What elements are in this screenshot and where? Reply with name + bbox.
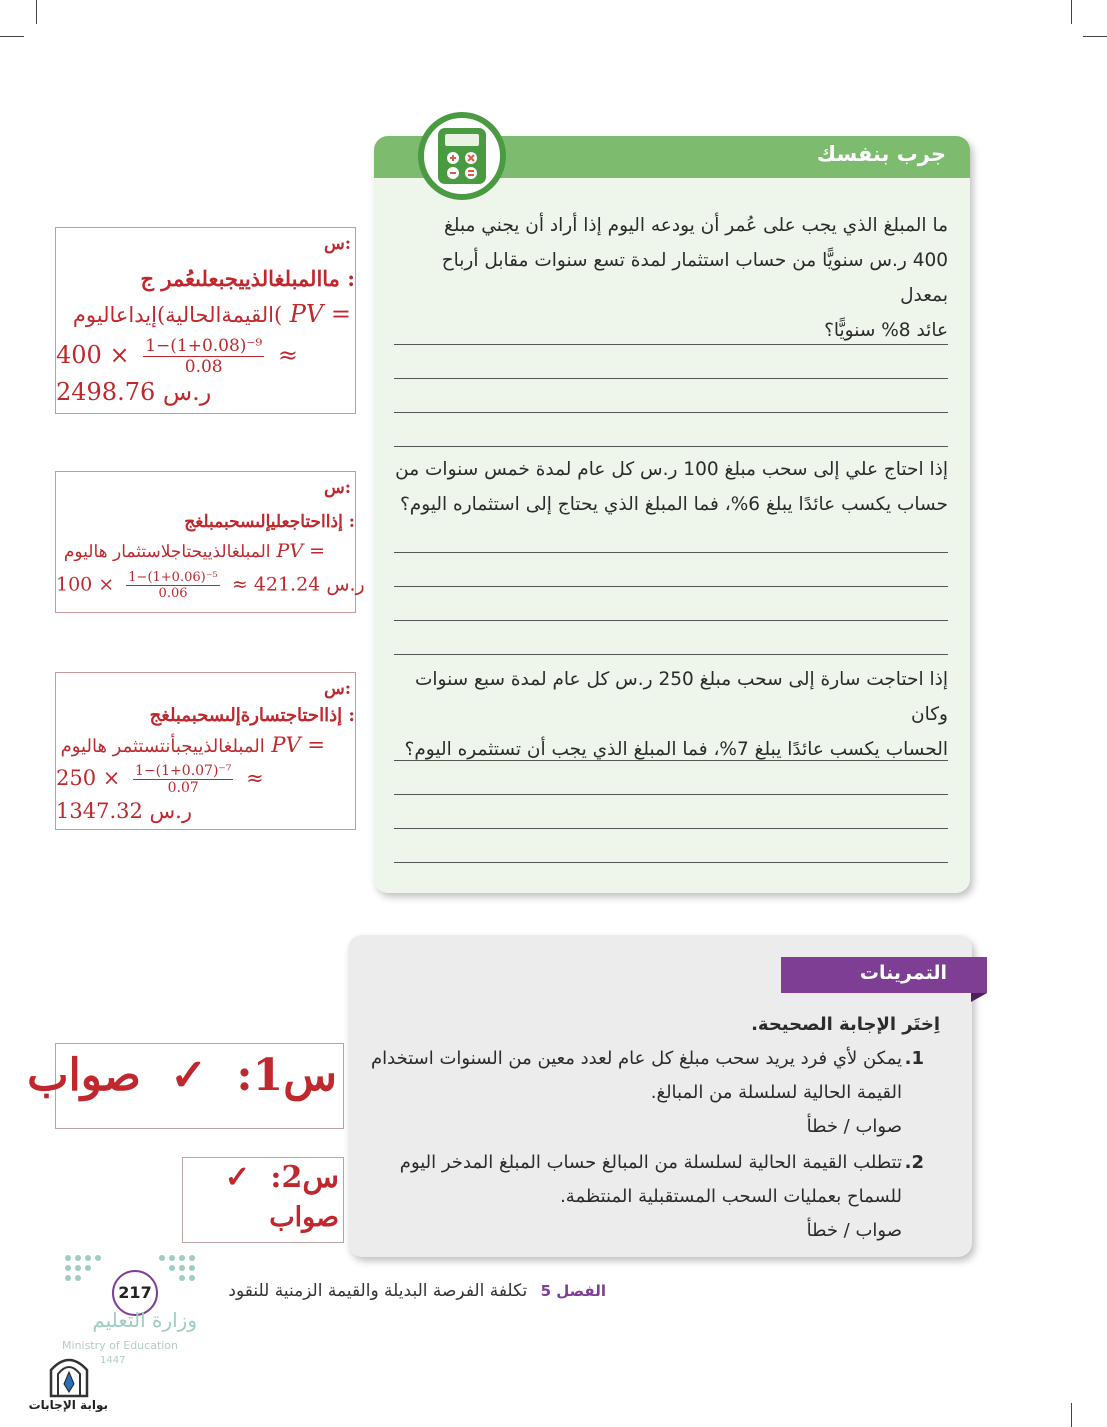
answer-line-text: المبلغالذييحتاجلاستثمار هاليوم [63, 542, 271, 562]
answer-line [394, 586, 948, 587]
answer-line [394, 552, 948, 553]
approx-sign: ≈ [246, 766, 264, 790]
crop-mark [1071, 0, 1072, 24]
question-1-line: ما المبلغ الذي يجب على عُمر أن يودعه اليوم إذا أراد أن يجني مبلغ [443, 215, 948, 236]
try-it-title: جرب بنفسك [816, 142, 946, 166]
watermark-logo-icon [47, 1350, 91, 1398]
question-1-line: عائد 8% سنويًّا؟ [824, 320, 948, 341]
chapter-footer [190, 1281, 606, 1301]
answer-line [394, 794, 948, 795]
answer-label: س: [323, 234, 351, 254]
exercise-number: 1. [904, 1048, 924, 1069]
formula-multiplier: 100 × [56, 573, 115, 596]
checkmark-icon: ✓ [170, 1050, 208, 1101]
approx-sign: ≈ [277, 341, 298, 369]
answer-formula [56, 336, 298, 377]
answer-line [394, 446, 948, 447]
answer-label: س: [323, 478, 351, 498]
answer-result: ≈ 421.24 ر.س [231, 573, 365, 596]
exercise-line: القيمة الحالية لسلسلة من المبالغ. [650, 1082, 902, 1103]
exercise-answer-2 [182, 1157, 344, 1243]
fraction-denominator: 0.08 [184, 357, 223, 377]
pv-formula: PV = [271, 733, 325, 757]
year-label: 1447 [100, 1355, 126, 1366]
answer-line [394, 378, 948, 379]
answer-line [394, 760, 948, 761]
crop-mark [0, 36, 24, 37]
answer-value: صواب [27, 1050, 141, 1101]
exercise-line: تتطلب القيمة الحالية لسلسلة من المبالغ حساب المبلغ المدخر اليوم [399, 1152, 902, 1173]
answer-line [394, 412, 948, 413]
pv-formula: PV = [289, 300, 351, 328]
ministry-name-en: Ministry of Education [62, 1339, 179, 1352]
exercise-number: 2. [904, 1152, 924, 1173]
exercise-item-2 [362, 1146, 924, 1248]
answer-label: س2: [270, 1160, 339, 1195]
page-number: 217 [118, 1283, 152, 1302]
answer-formula [56, 763, 264, 796]
question-2 [392, 452, 948, 522]
answer-line [394, 620, 948, 621]
answer-line-text: القيمةالحالية)إيداعاليوم( [72, 303, 283, 327]
question-3-line: إذا احتاجت سارة إلى سحب مبلغ 250 ر.س كل عام لمدة سبع سنوات وكان [414, 669, 948, 725]
crop-mark [36, 0, 37, 24]
answer-line-text: : ماالمبلغالذييجبعلىعُمر ج [140, 266, 355, 291]
exercises-title: التمرينات [859, 962, 947, 984]
question-1-line: 400 ر.س سنويًّا من حساب استثمار لمدة تسع سنوات مقابل أرباح بمعدل [441, 250, 948, 306]
answer-line [394, 862, 948, 863]
answer-formula [56, 570, 365, 601]
answer-value: صواب [269, 1202, 339, 1233]
exercise-options: صواب / خطأ [806, 1116, 902, 1137]
fraction-numerator: 1−(1+0.07)⁻⁷ [135, 763, 232, 779]
answer-result: 2498.76 ر.س [56, 378, 212, 406]
exercises-instruction: اِختَر الإجابة الصحيحة. [751, 1014, 940, 1035]
answer-result: 1347.32 ر.س [56, 799, 192, 823]
calculator-icon [418, 112, 506, 200]
pv-formula: PV = [276, 540, 325, 562]
chapter-label: الفصل 5 [540, 1282, 606, 1300]
chapter-title: تكلفة الفرصة البديلة والقيمة الزمنية للنقود [228, 1281, 528, 1301]
answer-label: س: [323, 679, 351, 699]
exercise-options: صواب / خطأ [806, 1220, 902, 1241]
question-2-line: إذا احتاج علي إلى سحب مبلغ 100 ر.س كل عام لمدة خمس سنوات من [395, 459, 948, 480]
crop-mark [1083, 36, 1107, 37]
answer-line-text: : إذااحتاجتسارةإلىسحبمبلغج [149, 705, 355, 726]
answer-box-2 [55, 471, 365, 613]
fraction-denominator: 0.07 [167, 780, 199, 796]
question-2-line: حساب يكسب عائدًا يبلغ 6%، فما المبلغ الذي يحتاج إلى استثماره اليوم؟ [399, 494, 948, 515]
answer-pv-line [64, 540, 325, 562]
answer-box-1 [55, 227, 356, 414]
formula-multiplier: 250 × [56, 766, 121, 790]
answer-line [394, 344, 948, 345]
exercises-banner [781, 957, 987, 993]
question-3 [392, 662, 948, 767]
formula-multiplier: 400 × [56, 341, 130, 369]
exercise-item-1 [362, 1042, 924, 1144]
banner-fold [971, 993, 987, 1002]
answer-pv-line [61, 733, 325, 757]
fraction-numerator: 1−(1+0.08)⁻⁹ [145, 336, 263, 356]
watermark-text: بوابة الإجابات [28, 1398, 108, 1412]
answer-line [394, 828, 948, 829]
exercise-line: للسماح بعمليات السحب المستقبلية المنتظمة. [560, 1186, 902, 1207]
exercise-line: يمكن لأي فرد يريد سحب مبلغ كل عام لعدد معين من السنوات استخدام [371, 1048, 902, 1069]
fraction-denominator: 0.06 [158, 586, 188, 601]
question-1 [392, 208, 948, 348]
question-3-line: الحساب يكسب عائدًا يبلغ 7%، فما المبلغ الذي يجب أن تستثمره اليوم؟ [404, 739, 948, 760]
answer-box-3 [55, 672, 356, 830]
fraction-numerator: 1−(1+0.06)⁻⁵ [128, 570, 218, 585]
ministry-name-ar: وزارة التعليم [92, 1308, 197, 1332]
crop-mark [1071, 1403, 1072, 1427]
checkmark-icon: ✓ [224, 1160, 250, 1195]
answer-line [394, 654, 948, 655]
answer-line-text: المبلغالذييجبأنتستثمر هاليوم [60, 736, 265, 757]
answer-label: س1: [236, 1050, 337, 1101]
answer-pv-line [73, 300, 351, 328]
answer-line-text: : إذااحتاجعليإلىسحبمبلغج [184, 512, 355, 532]
exercise-answer-1 [27, 1043, 344, 1129]
